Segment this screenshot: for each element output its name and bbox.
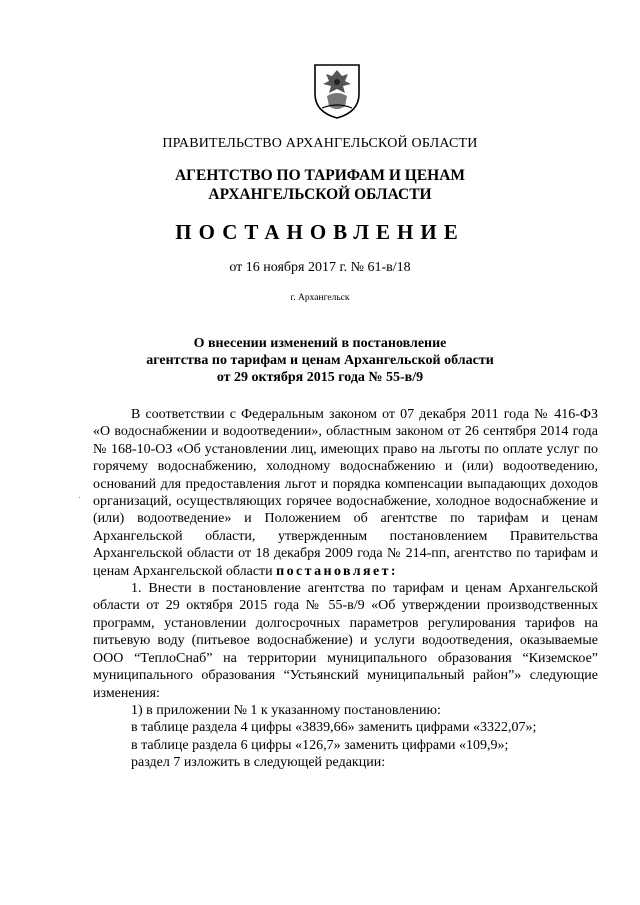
agency-name-line1: АГЕНТСТВО ПО ТАРИФАМ И ЦЕНАМ [174,167,466,184]
title-line1: О внесении изменений в постановление [193,336,447,351]
clause-1-paragraph: 1. Внести в постановление агентства по тарифам и ценам Архангельской области от 29 октября 2015 года № 55-в/9 «Об утверждении производственных программ, установлении долгосрочных параметров регулирования тарифов на питьевую воду (питьевое водоснабжение) и услуги водоотведения, оказываемые ООО “ТеплоСнаб” на территории муниципального образования “Киземское” муниципального образования “Устьянский муниципальный район”» следующие изменения: [93,581,598,701]
clause-item-1: 1) в приложении № 1 к указанному постановлению: [131,702,441,718]
agency-name [0,166,640,204]
document-type: ПОСТАНОВЛЕНИЕ [175,220,465,244]
coat-of-arms-icon [312,62,362,120]
document-date: от 16 ноября 2017 г. № 61-в/18 [229,260,411,275]
agency-name-line2: АРХАНГЕЛЬСКОЙ ОБЛАСТИ [208,186,432,203]
clause-item-2: в таблице раздела 4 цифры «3839,66» заменить цифрами «3322,07»; [131,720,537,736]
margin-mark: · [78,493,82,504]
document-city: г. Архангельск [290,293,350,303]
title-line2: агентства по тарифам и ценам Архангельской области [146,353,494,368]
title-line3: от 29 октября 2015 года № 55-в/9 [216,370,424,385]
clause-item-3: в таблице раздела 6 цифры «126,7» заменить цифрами «109,9»; [131,737,509,753]
preamble-text: В соответствии с Федеральным законом от 07 декабря 2011 года № 416-ФЗ «О водоснабжении и водоотведении», областным законом от 26 сентября 2014 года № 168-10-ОЗ «Об установлении лиц, имеющих право на льготы по оплате услуг по горячему водоснабжению, холодному водоснабжению и (или) водоотведению, оснований для предоставления льгот и порядка компенсации выпадающих доходов организаций, осуществляющих горячее водоснабжение, холодное водоснабжение и (или) водоотведение» и Положением об агентстве по тарифам и ценам Архангельской области, утвержденным постановлением Правительства Архангельской области от 18 декабря 2009 года № 214-пп, агентство по тарифам и ценам Архангельской области [93,407,598,579]
document-title [0,335,640,386]
resolves-word: постановляет: [276,563,398,579]
clause-item-4: раздел 7 изложить в следующей редакции: [131,755,386,771]
government-name: ПРАВИТЕЛЬСТВО АРХАНГЕЛЬСКОЙ ОБЛАСТИ [162,136,478,151]
document-body [93,406,598,772]
preamble-paragraph [93,406,598,580]
